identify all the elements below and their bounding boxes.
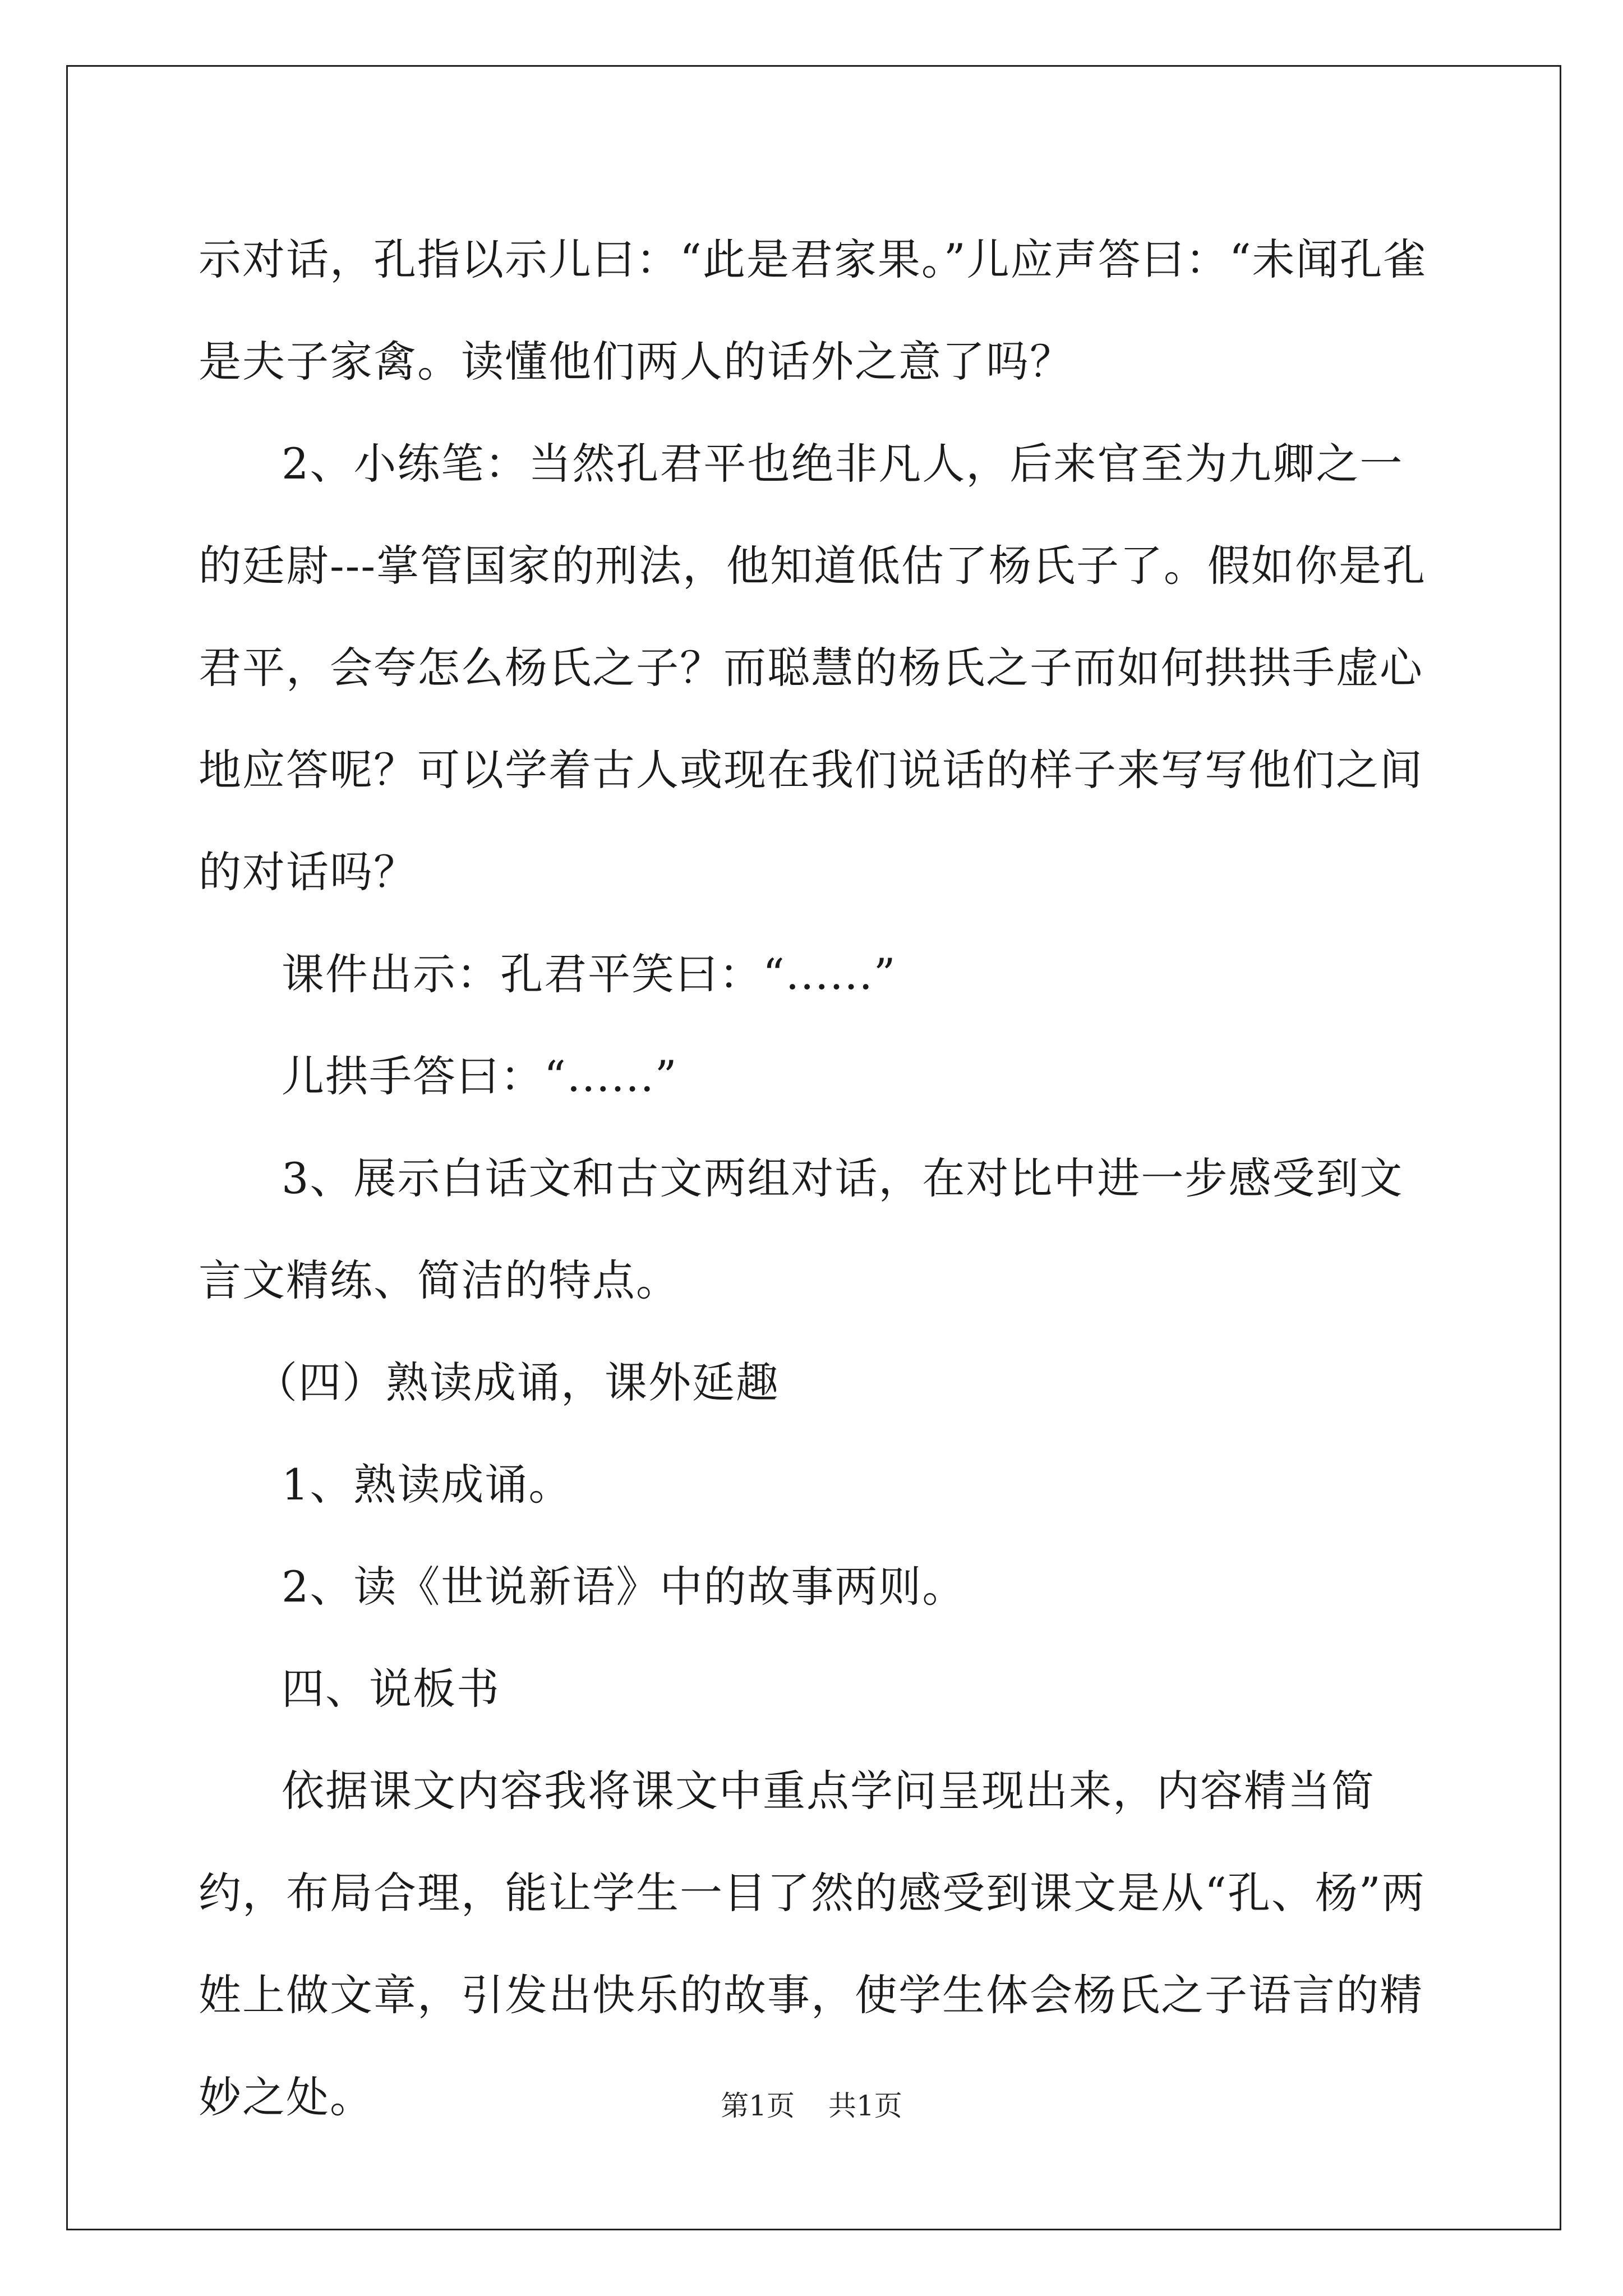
- paragraph-courseware-line: 课件出示：孔君平笑曰：“......”: [282, 949, 897, 999]
- section-heading-four: （四）熟读成诵，课外延趣: [255, 1358, 780, 1407]
- document-body: [199, 209, 1432, 2148]
- page-total: 共1页: [828, 2090, 902, 2122]
- section-heading-blackboard: 四、说板书: [282, 1664, 500, 1714]
- paragraph-blackboard-description: 依据课文内容我将课文中重点学问呈现出来，内容精当简约，布局合理，能让学生一目了然的感受到课文是从“孔、杨”两姓上做文章，引发出快乐的故事，使学生体会杨氏之子语言的精妙之处。: [199, 1766, 1426, 2122]
- paragraph-child-reply: 儿拱手答曰：“......”: [282, 1051, 678, 1101]
- page-footer: [0, 2089, 1623, 2123]
- list-item-recite: 1、熟读成诵。: [282, 1460, 573, 1510]
- paragraph-dialogue-continuation: 示对话，孔指以示儿曰：“此是君家果。”儿应声答曰：“未闻孔雀是夫子家禽。读懂他们两人的话外之意了吗？: [199, 234, 1427, 386]
- list-item-read-stories: 2、读《世说新语》中的故事两则。: [282, 1562, 966, 1612]
- paragraph-writing-exercise: 2、小练笔：当然孔君平也绝非凡人，后来官至为九卿之一的廷尉---掌管国家的刑法，他知道低估了杨氏子了。假如你是孔君平，会夸怎么杨氏之子？而聪慧的杨氏之子而如何拱拱手虚心地应答呢？可以学着古人或现在我们说话的样子来写写他们之间的对话吗？: [199, 439, 1427, 897]
- paragraph-comparison: 3、展示白话文和古文两组对话，在对比中进一步感受到文言文精练、简洁的特点。: [199, 1153, 1404, 1305]
- page-number: 第1页: [721, 2090, 795, 2122]
